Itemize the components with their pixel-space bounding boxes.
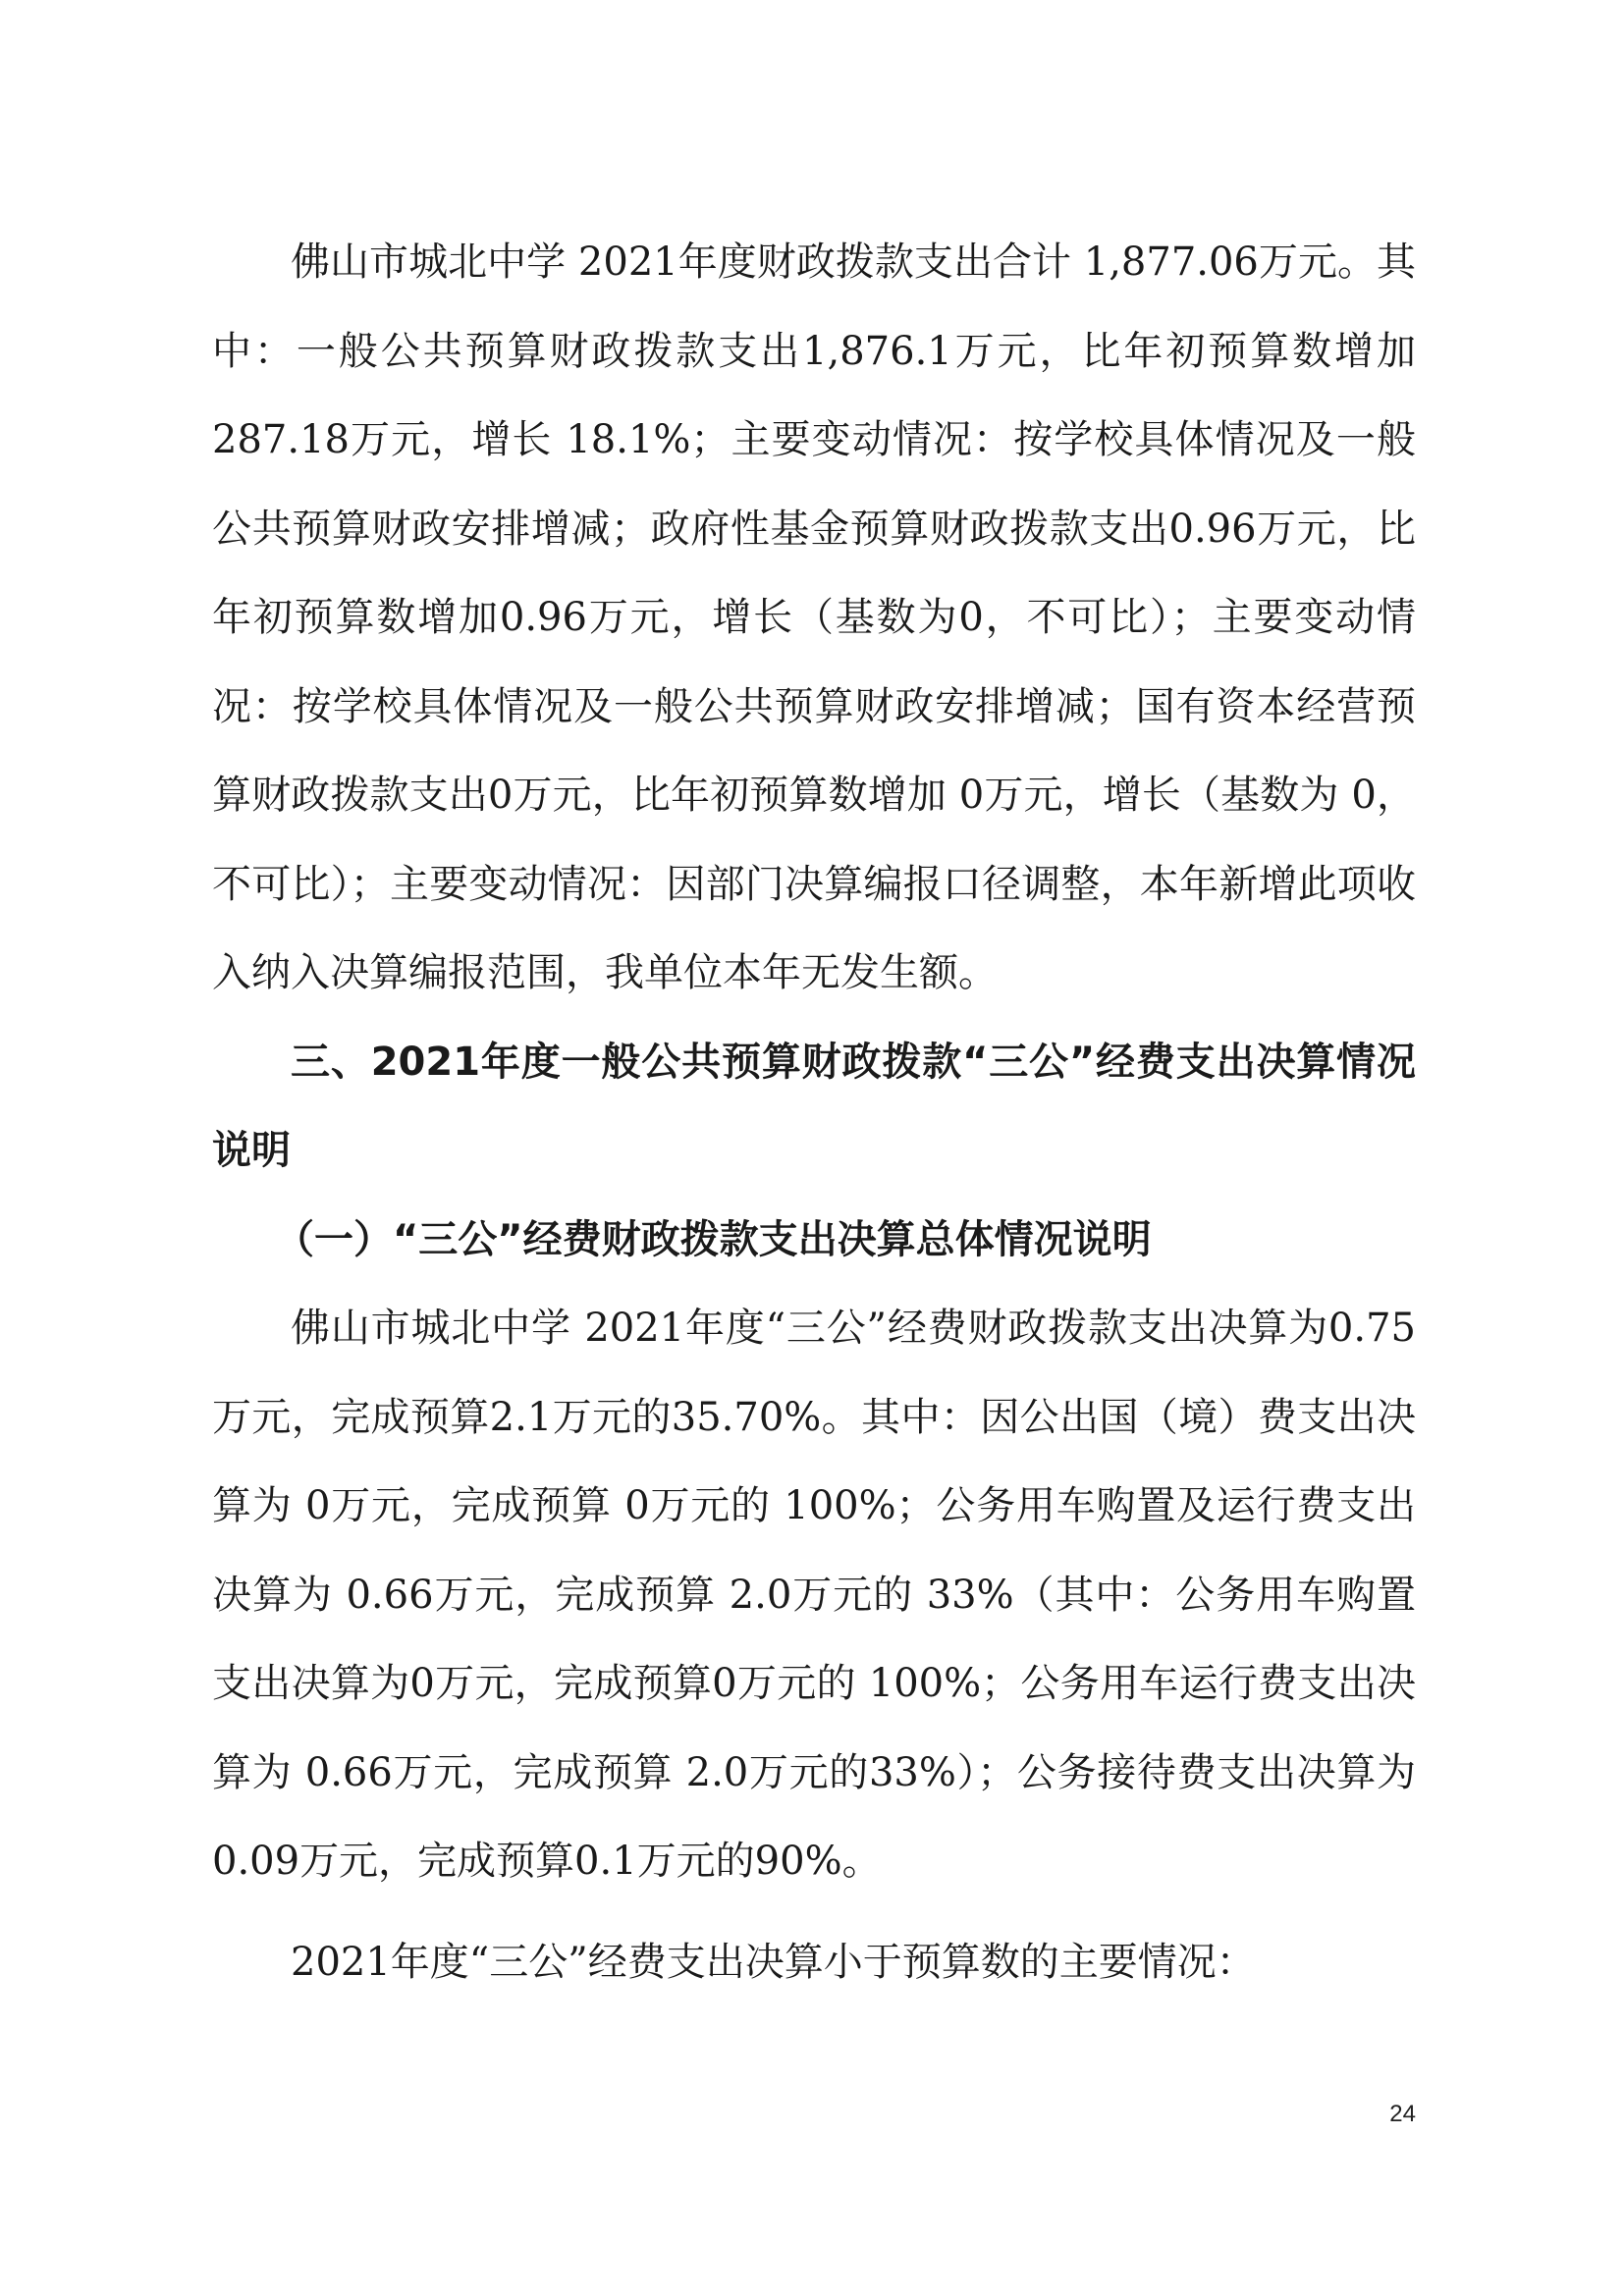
page-content: [212, 218, 1416, 2006]
paragraph-below-budget: 2021年度“三公”经费支出决算小于预算数的主要情况：: [291, 1939, 1256, 1985]
paragraph-fiscal-expenditure: 佛山市城北中学 2021年度财政拨款支出合计 1,877.06万元。其中：一般公共预算财政拨款支出1,876.1万元，比年初预算数增加 287.18万元，增长 18.1%；主要变动情况：按学校具体情况及一般公共预算财政安排增减；政府性基金预算财政拨款支出0.96万元，比年初预算数增加0.96万元，增长（基数为0，不可比）；主要变动情况：按学校具体情况及一般公共预算财政安排增减；国有资本经营预算财政拨款支出0万元，比年初预算数增加 0万元，增长（基数为 0，不可比）；主要变动情况：因部门决算编报口径调整，本年新增此项收入纳入决算编报范围，我单位本年无发生额。: [212, 240, 1416, 995]
section-heading-three-public-expenses: 三、2021年度一般公共预算财政拨款“三公”经费支出决算情况说明: [212, 1039, 1416, 1173]
paragraph-three-public-expenses: 佛山市城北中学 2021年度“三公”经费财政拨款支出决算为0.75万元，完成预算2.1万元的35.70%。其中：因公出国（境）费支出决算为 0万元，完成预算 0万元的 100%；公务用车购置及运行费支出决算为 0.66万元，完成预算 2.0万元的 33%（其中：公务用车购置支出决算为0万元，完成预算0万元的 100%；公务用车运行费支出决算为 0.66万元，完成预算 2.0万元的33%）；公务接待费支出决算为0.09万元，完成预算0.1万元的90%。: [212, 1306, 1416, 1884]
page-number: 24: [1389, 2101, 1416, 2127]
paragraph-gap: [212, 1906, 1416, 1918]
subsection-heading-overall: （一）“三公”经费财政拨款支出决算总体情况说明: [275, 1216, 1152, 1262]
